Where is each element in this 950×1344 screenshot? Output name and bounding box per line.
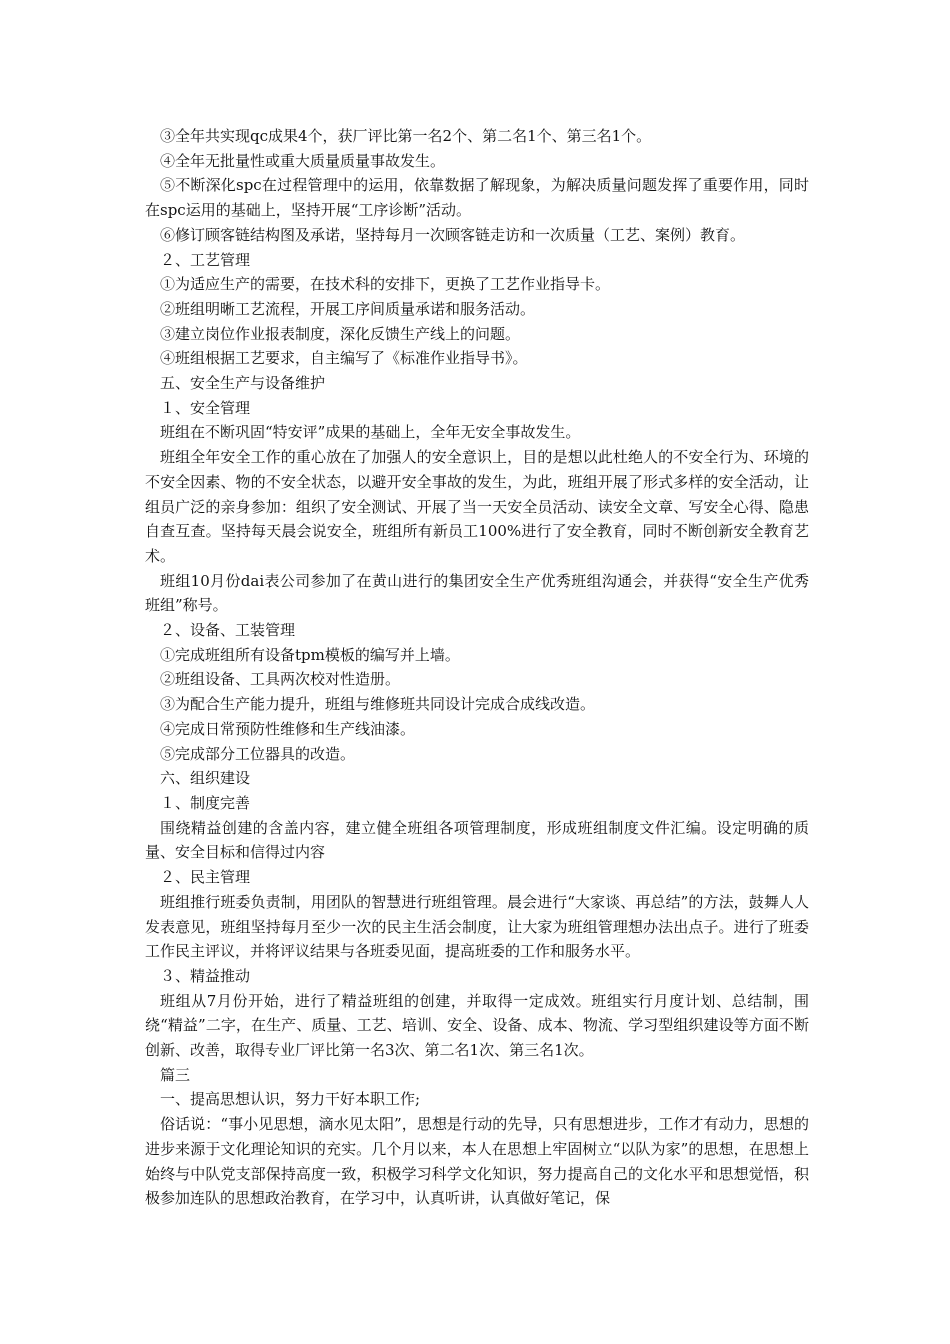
paragraph: 班组10月份dai表公司参加了在黄山进行的集团安全生产优秀班组沟通会，并获得“安全生产优秀班组”称号。 xyxy=(145,571,809,615)
paragraph: ③为配合生产能力提升，班组与维修班共同设计完成合成线改造。 xyxy=(160,695,596,714)
paragraph: 班组全年安全工作的重心放在了加强人的安全意识上，目的是想以此杜绝人的不安全行为、环境的不安全因素、物的不安全状态，以避开安全事故的发生，为此，班组开展了形式多样的安全活动，让组员广泛的亲身参加：组织了安全测试、开展了当一天安全员活动、读安全文章、写安全心得、隐患自查互查。坚持每天晨会说安全，班组所有新员工100%进行了安全教育，同时不断创新安全教育艺术。 xyxy=(145,448,809,565)
section-heading: １、制度完善 xyxy=(160,793,251,812)
section-heading: 六、组织建设 xyxy=(160,769,251,788)
paragraph: ②班组明晰工艺流程，开展工序间质量承诺和服务活动。 xyxy=(160,299,536,318)
paragraph: 俗话说：“事小见思想，滴水见太阳”，思想是行动的先导，只有思想进步，工作才有动力，思想的进步来源于文化理论知识的充实。几个月以来，本人在思想上牢固树立“以队为家”的思想，在思想上始终与中队党支部保持高度一致，积极学习科学文化知识，努力提高自己的文化水平和思想觉悟，积极参加连队的思想政治教育，在学习中，认真听讲，认真做好笔记，保 xyxy=(145,1115,809,1208)
paragraph: ④全年无批量性或重大质量质量事故发生。 xyxy=(160,151,446,170)
paragraph: 班组在不断巩固“特安评”成果的基础上，全年无安全事故发生。 xyxy=(160,423,581,442)
paragraph: 班组从7月份开始，进行了精益班组的创建，并取得一定成效。班组实行月度计划、总结制，围绕“精益”二字，在生产、质量、工艺、培训、安全、设备、成本、物流、学习型组织建设等方面不断创新、改善，取得专业厂评比第一名3次、第二名1次、第三名1次。 xyxy=(145,991,809,1060)
paragraph: ④完成日常预防性维修和生产线油漆。 xyxy=(160,719,416,738)
document-body xyxy=(145,124,809,1211)
paragraph: ⑤完成部分工位器具的改造。 xyxy=(160,744,356,763)
paragraph: ②班组设备、工具两次校对性造册。 xyxy=(160,670,401,689)
section-heading: 五、安全生产与设备维护 xyxy=(160,374,326,393)
section-heading: １、安全管理 xyxy=(160,398,251,417)
paragraph: ③全年共实现qc成果4个，获厂评比第一名2个、第二名1个、第三名1个。 xyxy=(160,127,652,145)
paragraph: ④班组根据工艺要求，自主编写了《标准作业指导书》。 xyxy=(160,349,528,368)
paragraph: ⑥修订顾客链结构图及承诺，坚持每月一次顾客链走访和一次质量（工艺、案例）教育。 xyxy=(160,225,746,244)
paragraph: ⑤不断深化spc在过程管理中的运用，依靠数据了解现象，为解决质量问题发挥了重要作用，同时在spc运用的基础上，坚持开展“工序诊断”活动。 xyxy=(145,176,809,220)
section-heading: ２、民主管理 xyxy=(160,868,251,887)
paragraph: ①完成班组所有设备tpm模板的编写并上墙。 xyxy=(160,645,460,664)
section-heading: 篇三 xyxy=(160,1065,191,1084)
paragraph: ①为适应生产的需要，在技术科的安排下，更换了工艺作业指导卡。 xyxy=(160,275,611,294)
section-heading: 一、提高思想认识，努力干好本职工作; xyxy=(160,1090,421,1109)
paragraph: 班组推行班委负责制，用团队的智慧进行班组管理。晨会进行“大家谈、再总结”的方法，鼓舞人人发表意见，班组坚持每月至少一次的民主生活会制度，让大家为班组管理想办法出点子。进行了班委工作民主评议，并将评议结果与各班委见面，提高班委的工作和服务水平。 xyxy=(145,892,809,961)
paragraph: 围绕精益创建的含盖内容，建立健全班组各项管理制度，形成班组制度文件汇编。设定明确的质量、安全目标和信得过内容 xyxy=(145,818,809,862)
section-heading: ２、设备、工装管理 xyxy=(160,621,296,640)
section-heading: ３、精益推动 xyxy=(160,966,251,985)
paragraph: ③建立岗位作业报表制度，深化反馈生产线上的问题。 xyxy=(160,324,521,343)
section-heading: ２、工艺管理 xyxy=(160,250,251,269)
